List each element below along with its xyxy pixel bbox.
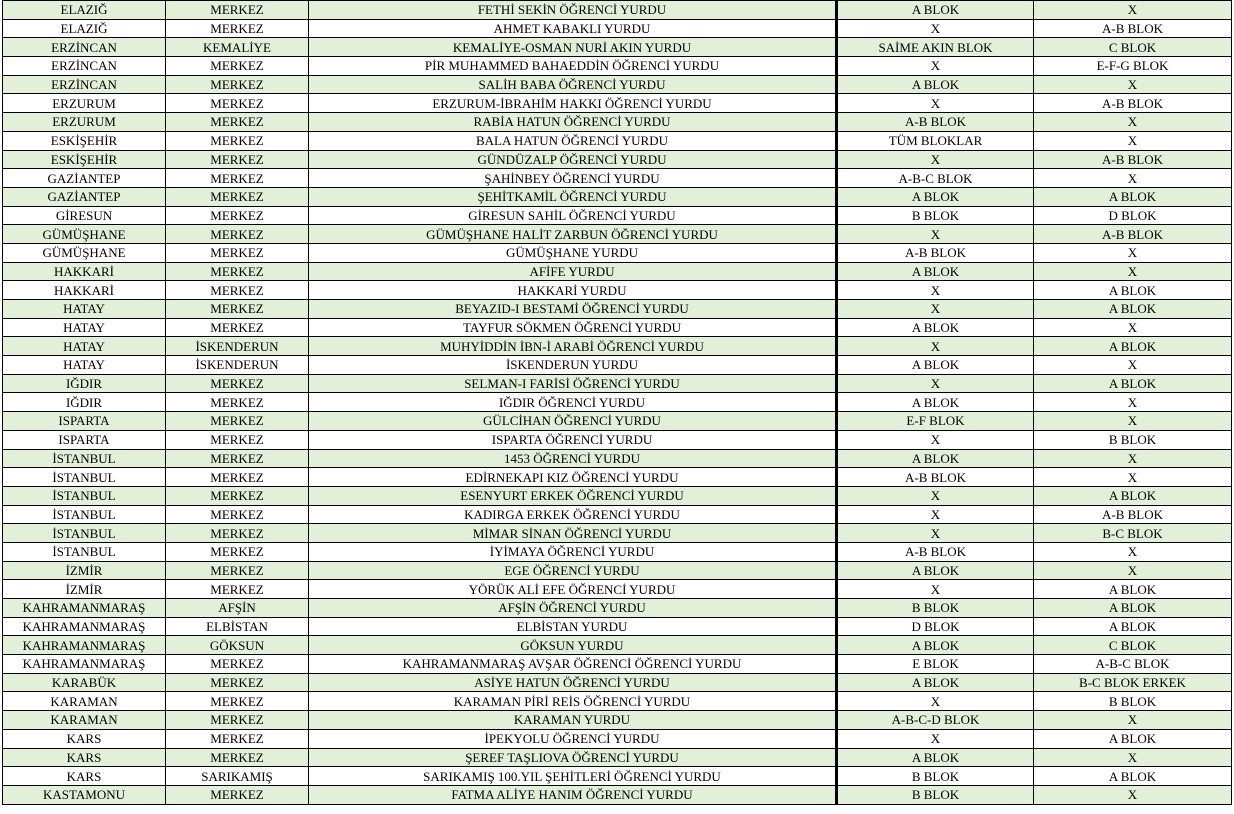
table-row	[3, 300, 1232, 319]
table-row	[3, 169, 1232, 188]
block-b-cell: X	[1034, 412, 1232, 431]
city-cell: IĞDIR	[3, 393, 166, 412]
table-row	[3, 673, 1232, 692]
district-cell: ELBİSTAN	[166, 617, 309, 636]
district-cell: MERKEZ	[166, 561, 309, 580]
dormitory-name-cell: RABİA HATUN ÖĞRENCİ YURDU	[309, 113, 837, 132]
city-cell: ESKİŞEHİR	[3, 150, 166, 169]
block-a-cell: X	[837, 430, 1034, 449]
block-a-cell: A-B-C-D BLOK	[837, 711, 1034, 730]
district-cell: MERKEZ	[166, 187, 309, 206]
block-a-cell: E-F BLOK	[837, 412, 1034, 431]
city-cell: İSTANBUL	[3, 449, 166, 468]
table-row	[3, 505, 1232, 524]
block-a-cell: TÜM BLOKLAR	[837, 131, 1034, 150]
block-a-cell: X	[837, 729, 1034, 748]
block-b-cell: A BLOK	[1034, 337, 1232, 356]
block-a-cell: E BLOK	[837, 655, 1034, 674]
block-b-cell: X	[1034, 542, 1232, 561]
table-row	[3, 243, 1232, 262]
table-row	[3, 729, 1232, 748]
block-b-cell: C BLOK	[1034, 636, 1232, 655]
district-cell: MERKEZ	[166, 430, 309, 449]
table-row	[3, 617, 1232, 636]
block-b-cell: X	[1034, 262, 1232, 281]
city-cell: KARS	[3, 748, 166, 767]
city-cell: ELAZIĞ	[3, 19, 166, 38]
district-cell: MERKEZ	[166, 785, 309, 804]
block-b-cell: X	[1034, 169, 1232, 188]
block-b-cell: X	[1034, 318, 1232, 337]
city-cell: İSTANBUL	[3, 486, 166, 505]
city-cell: KARAMAN	[3, 692, 166, 711]
city-cell: ERZİNCAN	[3, 38, 166, 57]
city-cell: ISPARTA	[3, 412, 166, 431]
block-b-cell: B-C BLOK	[1034, 524, 1232, 543]
district-cell: MERKEZ	[166, 748, 309, 767]
dormitory-name-cell: İSKENDERUN YURDU	[309, 356, 837, 375]
city-cell: ERZİNCAN	[3, 75, 166, 94]
block-b-cell: X	[1034, 113, 1232, 132]
table-row	[3, 692, 1232, 711]
dormitory-name-cell: GÜNDÜZALP ÖĞRENCİ YURDU	[309, 150, 837, 169]
block-a-cell: A BLOK	[837, 75, 1034, 94]
dormitory-name-cell: KARAMAN YURDU	[309, 711, 837, 730]
block-b-cell: A BLOK	[1034, 617, 1232, 636]
table-row	[3, 94, 1232, 113]
block-a-cell: B BLOK	[837, 767, 1034, 786]
city-cell: ERZİNCAN	[3, 57, 166, 76]
table-row	[3, 412, 1232, 431]
block-b-cell: E-F-G BLOK	[1034, 57, 1232, 76]
district-cell: MERKEZ	[166, 673, 309, 692]
table-row	[3, 75, 1232, 94]
block-a-cell: A-B BLOK	[837, 468, 1034, 487]
block-b-cell: X	[1034, 393, 1232, 412]
table-row	[3, 486, 1232, 505]
district-cell: MERKEZ	[166, 169, 309, 188]
dormitory-name-cell: ERZURUM-İBRAHİM HAKKI ÖĞRENCİ YURDU	[309, 94, 837, 113]
city-cell: GÜMÜŞHANE	[3, 225, 166, 244]
district-cell: İSKENDERUN	[166, 337, 309, 356]
block-b-cell: A-B BLOK	[1034, 150, 1232, 169]
table-row	[3, 449, 1232, 468]
table-row	[3, 599, 1232, 618]
district-cell: AFŞİN	[166, 599, 309, 618]
block-a-cell: X	[837, 19, 1034, 38]
block-a-cell: B BLOK	[837, 599, 1034, 618]
table-row	[3, 150, 1232, 169]
dormitory-name-cell: MİMAR SİNAN ÖĞRENCİ YURDU	[309, 524, 837, 543]
district-cell: MERKEZ	[166, 206, 309, 225]
dormitory-name-cell: KAHRAMANMARAŞ AVŞAR ÖĞRENCİ ÖĞRENCİ YURDU	[309, 655, 837, 674]
table-row	[3, 767, 1232, 786]
table-row	[3, 1, 1232, 20]
district-cell: MERKEZ	[166, 692, 309, 711]
block-a-cell: A-B BLOK	[837, 542, 1034, 561]
district-cell: MERKEZ	[166, 94, 309, 113]
district-cell: MERKEZ	[166, 150, 309, 169]
table-row	[3, 655, 1232, 674]
block-a-cell: A BLOK	[837, 356, 1034, 375]
dormitory-name-cell: BEYAZID-I BESTAMİ ÖĞRENCİ YURDU	[309, 300, 837, 319]
district-cell: İSKENDERUN	[166, 356, 309, 375]
dormitory-name-cell: FETHİ SEKİN ÖĞRENCİ YURDU	[309, 1, 837, 20]
block-b-cell: X	[1034, 1, 1232, 20]
table-row	[3, 711, 1232, 730]
city-cell: İZMİR	[3, 561, 166, 580]
district-cell: MERKEZ	[166, 412, 309, 431]
district-cell: MERKEZ	[166, 19, 309, 38]
block-a-cell: A-B BLOK	[837, 243, 1034, 262]
city-cell: GİRESUN	[3, 206, 166, 225]
city-cell: İSTANBUL	[3, 468, 166, 487]
city-cell: KARS	[3, 729, 166, 748]
block-a-cell: X	[837, 374, 1034, 393]
block-b-cell: X	[1034, 449, 1232, 468]
city-cell: IĞDIR	[3, 374, 166, 393]
block-a-cell: X	[837, 580, 1034, 599]
city-cell: ERZURUM	[3, 113, 166, 132]
district-cell: MERKEZ	[166, 131, 309, 150]
dormitory-table	[2, 0, 1232, 805]
district-cell: MERKEZ	[166, 393, 309, 412]
city-cell: KASTAMONU	[3, 785, 166, 804]
block-b-cell: X	[1034, 356, 1232, 375]
block-a-cell: X	[837, 281, 1034, 300]
block-a-cell: X	[837, 486, 1034, 505]
city-cell: İSTANBUL	[3, 542, 166, 561]
city-cell: ELAZIĞ	[3, 1, 166, 20]
district-cell: KEMALİYE	[166, 38, 309, 57]
district-cell: MERKEZ	[166, 468, 309, 487]
table-row	[3, 636, 1232, 655]
table-row	[3, 580, 1232, 599]
block-b-cell: D BLOK	[1034, 206, 1232, 225]
block-b-cell: A-B BLOK	[1034, 505, 1232, 524]
block-a-cell: X	[837, 337, 1034, 356]
block-a-cell: SAİME AKIN BLOK	[837, 38, 1034, 57]
block-b-cell: X	[1034, 561, 1232, 580]
district-cell: MERKEZ	[166, 486, 309, 505]
block-b-cell: A BLOK	[1034, 599, 1232, 618]
block-b-cell: A BLOK	[1034, 580, 1232, 599]
block-a-cell: A BLOK	[837, 673, 1034, 692]
city-cell: KARS	[3, 767, 166, 786]
block-a-cell: X	[837, 300, 1034, 319]
block-a-cell: D BLOK	[837, 617, 1034, 636]
dormitory-name-cell: ELBİSTAN YURDU	[309, 617, 837, 636]
block-b-cell: A BLOK	[1034, 767, 1232, 786]
table-row	[3, 356, 1232, 375]
city-cell: HATAY	[3, 356, 166, 375]
dormitory-name-cell: AHMET KABAKLI YURDU	[309, 19, 837, 38]
city-cell: KAHRAMANMARAŞ	[3, 636, 166, 655]
table-row	[3, 748, 1232, 767]
dormitory-name-cell: ŞEREF TAŞLIOVA ÖĞRENCİ YURDU	[309, 748, 837, 767]
block-a-cell: A BLOK	[837, 561, 1034, 580]
block-a-cell: X	[837, 692, 1034, 711]
district-cell: MERKEZ	[166, 225, 309, 244]
block-b-cell: A BLOK	[1034, 281, 1232, 300]
table-row	[3, 393, 1232, 412]
table-row	[3, 131, 1232, 150]
table-row	[3, 225, 1232, 244]
city-cell: İSTANBUL	[3, 524, 166, 543]
city-cell: ERZURUM	[3, 94, 166, 113]
table-row	[3, 318, 1232, 337]
dormitory-name-cell: GÜMÜŞHANE YURDU	[309, 243, 837, 262]
block-a-cell: A-B BLOK	[837, 113, 1034, 132]
table-row	[3, 19, 1232, 38]
block-b-cell: B BLOK	[1034, 430, 1232, 449]
dormitory-name-cell: EGE ÖĞRENCİ YURDU	[309, 561, 837, 580]
table-row	[3, 430, 1232, 449]
city-cell: KARAMAN	[3, 711, 166, 730]
dormitory-name-cell: PİR MUHAMMED BAHAEDDİN ÖĞRENCİ YURDU	[309, 57, 837, 76]
table-row	[3, 206, 1232, 225]
city-cell: HATAY	[3, 318, 166, 337]
city-cell: KARABÜK	[3, 673, 166, 692]
block-b-cell: A BLOK	[1034, 300, 1232, 319]
block-b-cell: A-B-C BLOK	[1034, 655, 1232, 674]
district-cell: MERKEZ	[166, 1, 309, 20]
city-cell: GAZİANTEP	[3, 169, 166, 188]
dormitory-name-cell: GÖKSUN YURDU	[309, 636, 837, 655]
district-cell: MERKEZ	[166, 505, 309, 524]
district-cell: MERKEZ	[166, 113, 309, 132]
city-cell: HATAY	[3, 300, 166, 319]
dormitory-name-cell: SELMAN-I FARİSİ ÖĞRENCİ YURDU	[309, 374, 837, 393]
dormitory-name-cell: IĞDIR ÖĞRENCİ YURDU	[309, 393, 837, 412]
dormitory-table-sheet	[2, 0, 1231, 805]
city-cell: KAHRAMANMARAŞ	[3, 617, 166, 636]
city-cell: KAHRAMANMARAŞ	[3, 599, 166, 618]
block-b-cell: X	[1034, 243, 1232, 262]
dormitory-name-cell: HAKKARİ YURDU	[309, 281, 837, 300]
block-a-cell: A BLOK	[837, 393, 1034, 412]
table-row	[3, 468, 1232, 487]
district-cell: MERKEZ	[166, 542, 309, 561]
district-cell: MERKEZ	[166, 655, 309, 674]
dormitory-name-cell: SALİH BABA ÖĞRENCİ YURDU	[309, 75, 837, 94]
block-b-cell: A-B BLOK	[1034, 19, 1232, 38]
district-cell: MERKEZ	[166, 243, 309, 262]
city-cell: GÜMÜŞHANE	[3, 243, 166, 262]
district-cell: MERKEZ	[166, 57, 309, 76]
block-a-cell: A BLOK	[837, 1, 1034, 20]
dormitory-name-cell: BALA HATUN ÖĞRENCİ YURDU	[309, 131, 837, 150]
block-b-cell: A-B BLOK	[1034, 225, 1232, 244]
city-cell: HAKKARİ	[3, 281, 166, 300]
city-cell: İZMİR	[3, 580, 166, 599]
block-a-cell: A BLOK	[837, 636, 1034, 655]
district-cell: MERKEZ	[166, 729, 309, 748]
dormitory-name-cell: ŞEHİTKAMİL ÖĞRENCİ YURDU	[309, 187, 837, 206]
block-a-cell: A BLOK	[837, 449, 1034, 468]
city-cell: KAHRAMANMARAŞ	[3, 655, 166, 674]
block-a-cell: X	[837, 524, 1034, 543]
block-b-cell: X	[1034, 468, 1232, 487]
block-b-cell: B BLOK	[1034, 692, 1232, 711]
district-cell: SARIKAMIŞ	[166, 767, 309, 786]
block-a-cell: X	[837, 505, 1034, 524]
block-b-cell: X	[1034, 131, 1232, 150]
city-cell: GAZİANTEP	[3, 187, 166, 206]
block-a-cell: B BLOK	[837, 785, 1034, 804]
block-b-cell: X	[1034, 785, 1232, 804]
block-b-cell: X	[1034, 748, 1232, 767]
city-cell: ISPARTA	[3, 430, 166, 449]
block-b-cell: A BLOK	[1034, 729, 1232, 748]
dormitory-name-cell: İPEKYOLU ÖĞRENCİ YURDU	[309, 729, 837, 748]
block-b-cell: C BLOK	[1034, 38, 1232, 57]
district-cell: MERKEZ	[166, 449, 309, 468]
table-row	[3, 524, 1232, 543]
dormitory-name-cell: 1453 ÖĞRENCİ YURDU	[309, 449, 837, 468]
table-row	[3, 187, 1232, 206]
city-cell: ESKİŞEHİR	[3, 131, 166, 150]
table-row	[3, 262, 1232, 281]
block-a-cell: X	[837, 94, 1034, 113]
table-row	[3, 785, 1232, 804]
block-b-cell: A BLOK	[1034, 374, 1232, 393]
table-row	[3, 542, 1232, 561]
dormitory-name-cell: YÖRÜK ALİ EFE ÖĞRENCİ YURDU	[309, 580, 837, 599]
dormitory-name-cell: TAYFUR SÖKMEN ÖĞRENCİ YURDU	[309, 318, 837, 337]
table-row	[3, 57, 1232, 76]
block-a-cell: B BLOK	[837, 206, 1034, 225]
block-a-cell: X	[837, 150, 1034, 169]
block-a-cell: A BLOK	[837, 748, 1034, 767]
dormitory-name-cell: SARIKAMIŞ 100.YIL ŞEHİTLERİ ÖĞRENCİ YURDU	[309, 767, 837, 786]
district-cell: MERKEZ	[166, 318, 309, 337]
table-row	[3, 337, 1232, 356]
dormitory-name-cell: GÜMÜŞHANE HALİT ZARBUN ÖĞRENCİ YURDU	[309, 225, 837, 244]
district-cell: MERKEZ	[166, 300, 309, 319]
block-b-cell: A-B BLOK	[1034, 94, 1232, 113]
dormitory-name-cell: AFŞİN ÖĞRENCİ YURDU	[309, 599, 837, 618]
dormitory-name-cell: EDİRNEKAPI KIZ ÖĞRENCİ YURDU	[309, 468, 837, 487]
dormitory-name-cell: AFİFE YURDU	[309, 262, 837, 281]
block-a-cell: X	[837, 57, 1034, 76]
district-cell: MERKEZ	[166, 374, 309, 393]
dormitory-name-cell: KEMALİYE-OSMAN NURİ AKIN YURDU	[309, 38, 837, 57]
district-cell: MERKEZ	[166, 262, 309, 281]
dormitory-name-cell: ŞAHİNBEY ÖĞRENCİ YURDU	[309, 169, 837, 188]
block-a-cell: A BLOK	[837, 318, 1034, 337]
table-row	[3, 374, 1232, 393]
dormitory-table-body	[3, 1, 1232, 805]
district-cell: MERKEZ	[166, 524, 309, 543]
table-row	[3, 561, 1232, 580]
dormitory-name-cell: ISPARTA ÖĞRENCİ YURDU	[309, 430, 837, 449]
city-cell: HAKKARİ	[3, 262, 166, 281]
block-a-cell: A BLOK	[837, 187, 1034, 206]
district-cell: MERKEZ	[166, 580, 309, 599]
dormitory-name-cell: GÜLCİHAN ÖĞRENCİ YURDU	[309, 412, 837, 431]
table-row	[3, 281, 1232, 300]
city-cell: HATAY	[3, 337, 166, 356]
block-a-cell: A-B-C BLOK	[837, 169, 1034, 188]
dormitory-name-cell: GİRESUN SAHİL ÖĞRENCİ YURDU	[309, 206, 837, 225]
block-a-cell: X	[837, 225, 1034, 244]
block-b-cell: X	[1034, 75, 1232, 94]
block-a-cell: A BLOK	[837, 262, 1034, 281]
district-cell: MERKEZ	[166, 711, 309, 730]
dormitory-name-cell: KARAMAN PİRİ REİS ÖĞRENCİ YURDU	[309, 692, 837, 711]
block-b-cell: B-C BLOK ERKEK	[1034, 673, 1232, 692]
dormitory-name-cell: ASİYE HATUN ÖĞRENCİ YURDU	[309, 673, 837, 692]
district-cell: GÖKSUN	[166, 636, 309, 655]
district-cell: MERKEZ	[166, 75, 309, 94]
dormitory-name-cell: İYİMAYA ÖĞRENCİ YURDU	[309, 542, 837, 561]
block-b-cell: A BLOK	[1034, 486, 1232, 505]
dormitory-name-cell: MUHYİDDİN İBN-İ ARABİ ÖĞRENCİ YURDU	[309, 337, 837, 356]
table-row	[3, 38, 1232, 57]
table-row	[3, 113, 1232, 132]
district-cell: MERKEZ	[166, 281, 309, 300]
block-b-cell: X	[1034, 711, 1232, 730]
dormitory-name-cell: FATMA ALİYE HANIM ÖĞRENCİ YURDU	[309, 785, 837, 804]
dormitory-name-cell: KADIRGA ERKEK ÖĞRENCİ YURDU	[309, 505, 837, 524]
city-cell: İSTANBUL	[3, 505, 166, 524]
block-b-cell: A BLOK	[1034, 187, 1232, 206]
dormitory-name-cell: ESENYURT ERKEK ÖĞRENCİ YURDU	[309, 486, 837, 505]
